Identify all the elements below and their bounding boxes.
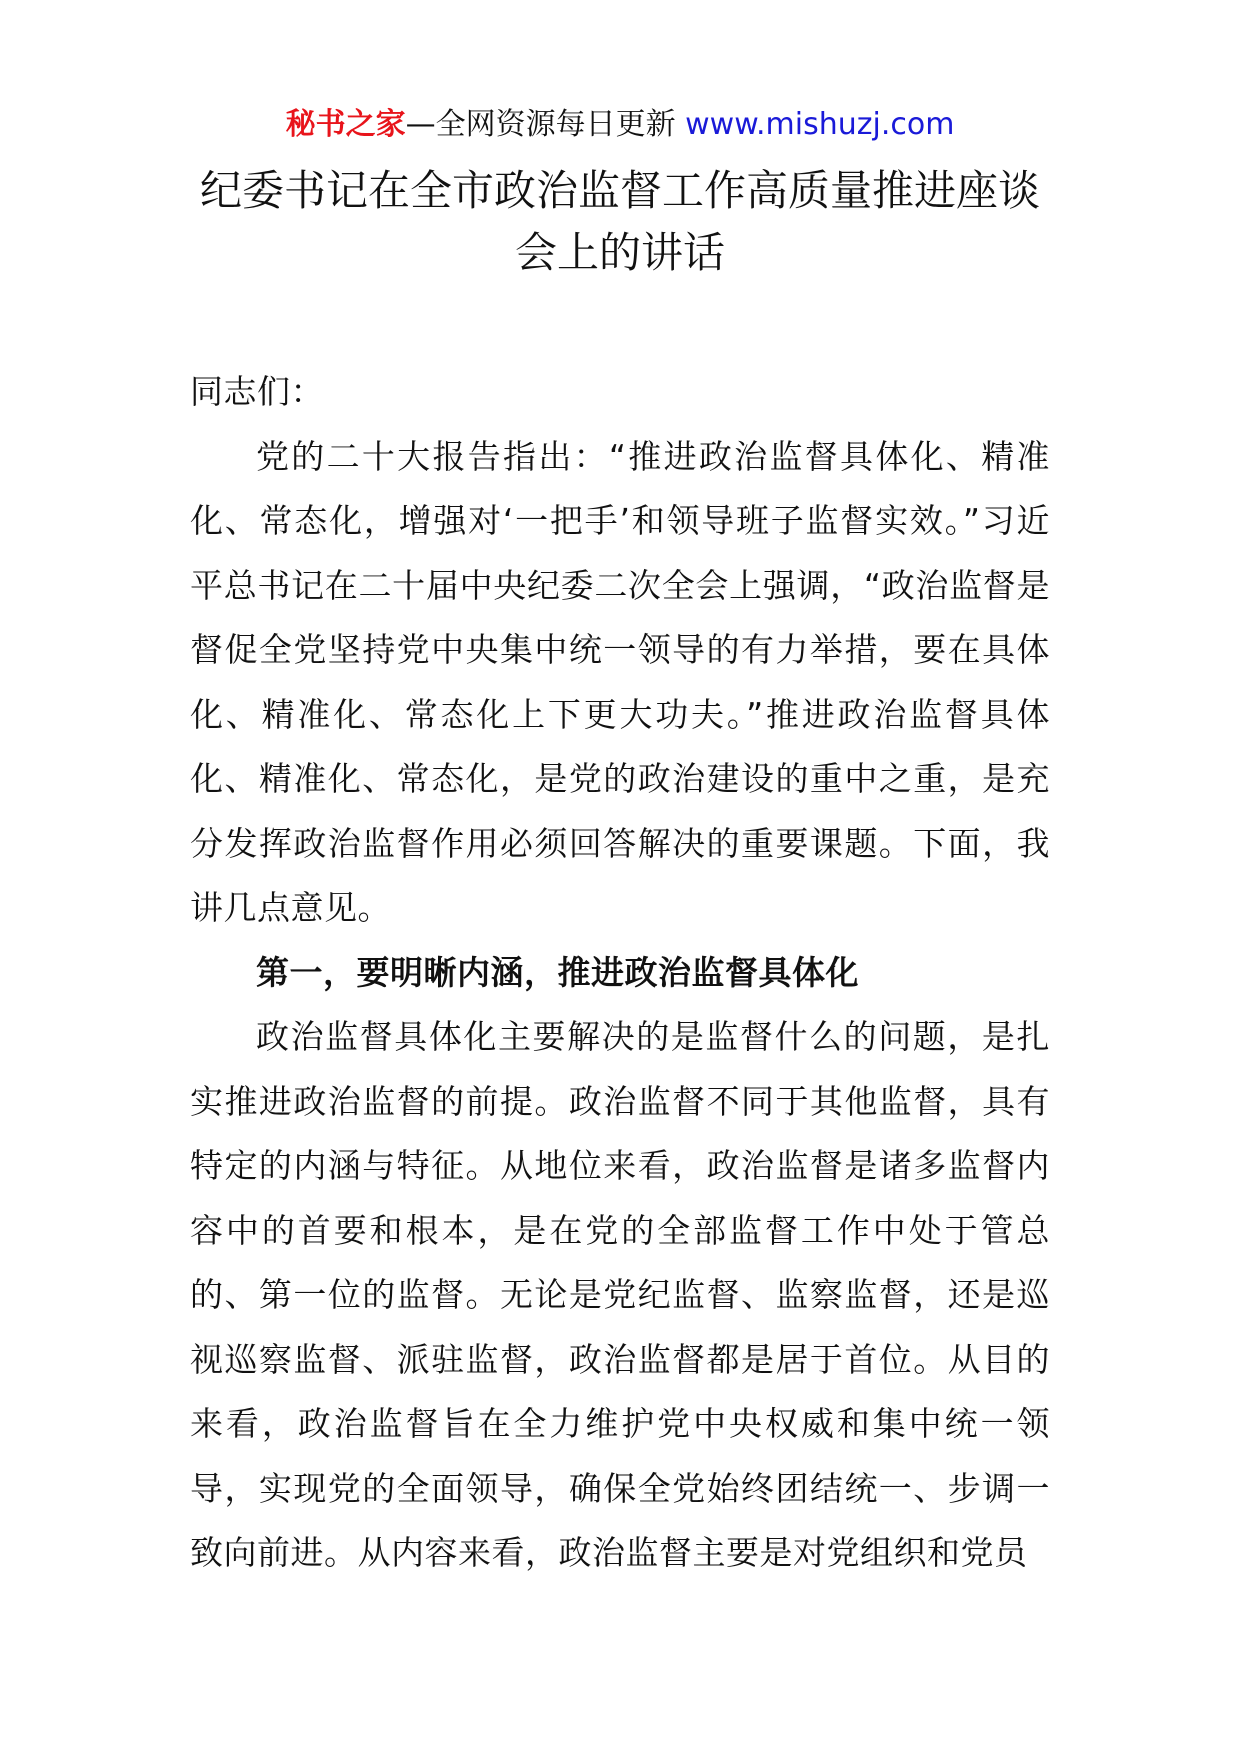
paragraph-intro: 党的二十大报告指出：“推进政治监督具体化、精准化、常态化，增强对‘一把手’和领导班子监督实效。”习近平总书记在二十届中央纪委二次全会上强调，“政治监督是督促全党坚持党中央集中统一领导的有力举措，要在具体化、精准化、常态化上下更大功夫。”推进政治监督具体化、精准化、常态化，是党的政治建设的重中之重，是充分发挥政治监督作用必须回答解决的重要课题。下面，我讲几点意见。 [190,436,1050,927]
section-heading-1: 第一，要明晰内涵，推进政治监督具体化 [256,952,859,992]
watermark-header [0,100,1240,150]
brand-name: 秘书之家 [285,107,406,142]
document-body [190,360,1050,1586]
paragraph-section-1: 政治监督具体化主要解决的是监督什么的问题，是扎实推进政治监督的前提。政治监督不同于其他监督，具有特定的内涵与特征。从地位来看，政治监督是诸多监督内容中的首要和根本，是在党的全部监督工作中处于管总的、第一位的监督。无论是党纪监督、监察监督，还是巡视巡察监督、派驻监督，政治监督都是居于首位。从目的来看，政治监督旨在全力维护党中央权威和集中统一领导，实现党的全面领导，确保全党始终团结统一、步调一致向前进。从内容来看，政治监督主要是对党组织和党员 [190,1017,1050,1572]
greeting: 同志们： [190,372,324,411]
document-title [190,160,1050,284]
document-title-line-2: 会上的讲话 [514,228,725,277]
site-url-link[interactable]: www.mishuzj.com [685,107,955,142]
header-tagline: —全网资源每日更新 [405,107,686,142]
document-title-line-1: 纪委书记在全市政治监督工作高质量推进座谈 [199,166,1040,215]
